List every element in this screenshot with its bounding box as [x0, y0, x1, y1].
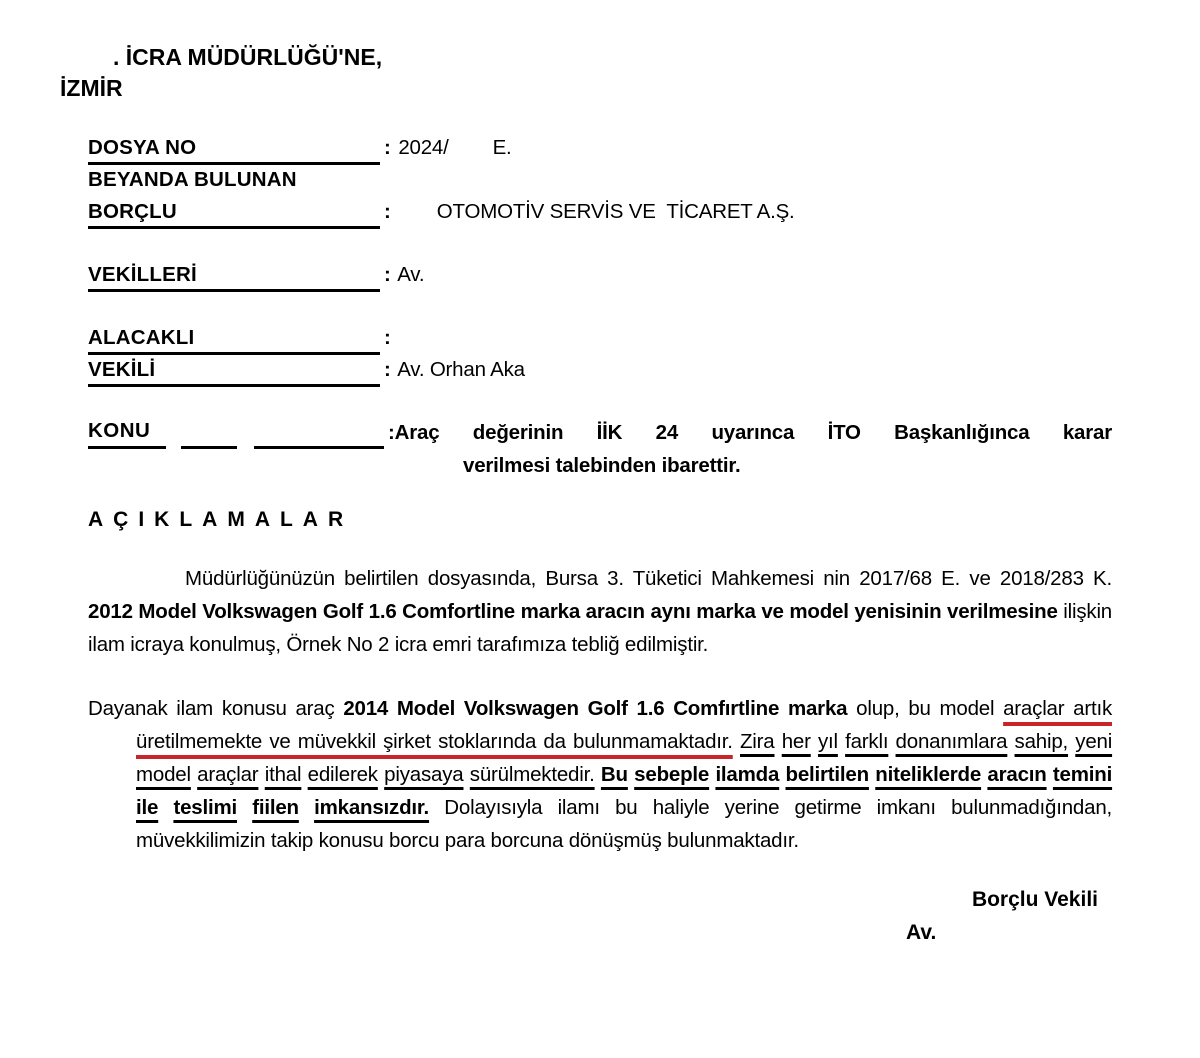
signature-block: [906, 883, 1098, 949]
konu-value: [388, 416, 1112, 482]
text-segment: 2012 Model Volkswagen Golf 1.6 Comfortline marka aracın aynı marka ve model yenisinin verilmesine: [88, 600, 1058, 623]
underlined-word: ithal: [264, 763, 302, 786]
field-value: OTOMOTİV SERVİS VE TİCARET A.Ş.: [392, 200, 795, 223]
field-colon: :: [384, 200, 391, 223]
case-fields: [88, 133, 1112, 387]
underlined-word: model: [136, 763, 191, 786]
field-value: 2024/ E.: [392, 136, 512, 159]
court-office-title: . İCRA MÜDÜRLÜĞÜ'NE,: [113, 44, 383, 70]
field-row-dosya-no: [88, 133, 1112, 165]
konu-value-line1: :Araç değerinin İİK 24 uyarınca İTO Başkanlığınca karar: [388, 421, 1112, 444]
underlined-word: ile: [136, 796, 159, 819]
underlined-word: niteliklerde: [875, 763, 982, 786]
text-segment: 2014 Model Volkswagen Golf 1.6 Comfırtline marka: [343, 697, 848, 720]
field-row-vekili: [88, 355, 1112, 387]
konu-value-line2: verilmesi talebinden ibarettir.: [463, 454, 741, 477]
city-line: İZMİR: [60, 75, 123, 101]
signature-attorney: Av.: [906, 921, 937, 944]
text-segment: [733, 730, 740, 753]
text-segment: olup, bu model: [847, 697, 1004, 720]
underlined-word: donanımlara: [895, 730, 1008, 753]
field-spacer: [88, 292, 1112, 323]
field-label: DOSYA NO: [88, 136, 380, 165]
underlined-word: belirtilen: [785, 763, 869, 786]
underlined-word: yıl: [817, 730, 838, 753]
field-value: Av.: [392, 263, 425, 286]
field-row-alacakli: [88, 323, 1112, 355]
underlined-word: her: [781, 730, 811, 753]
field-value: Av. Orhan Aka: [392, 358, 525, 381]
underlined-word: araçlar: [197, 763, 259, 786]
underlined-word: imkansızdır.: [314, 796, 430, 819]
field-row-konu: [88, 419, 1112, 482]
field-colon: :: [384, 326, 391, 349]
konu-underline-segment: [181, 439, 237, 449]
underlined-word: fiilen: [252, 796, 299, 819]
field-spacer: [88, 229, 1112, 260]
text-segment: Dayanak ilam konusu araç: [88, 697, 344, 720]
underlined-word: teslimi: [173, 796, 237, 819]
underlined-word: piyasaya: [384, 763, 464, 786]
konu-underline-segment: [254, 439, 384, 449]
document-header: [60, 42, 1112, 104]
field-label: ALACAKLI: [88, 326, 380, 355]
underlined-word: sürülmektedir.: [469, 763, 595, 786]
text-segment: Müdürlüğünüzün belirtilen dosyasında, Bursa 3. Tüketici Mahkemesi nin 2017/68 E. ve 2018/283 K.: [185, 567, 1112, 590]
field-label: VEKİLİ: [88, 358, 380, 387]
underlined-word: temini: [1052, 763, 1113, 786]
field-colon: [380, 192, 386, 197]
text-segment: ilişkin ilam icraya konulmuş, Örnek No 2 icra emri tarafımıza tebliğ edilmiştir.: [88, 600, 1112, 656]
field-row-borclu: [88, 197, 1112, 229]
underlined-word: Bu: [600, 763, 628, 786]
signature-role: Borçlu Vekili: [971, 888, 1098, 911]
underlined-word: aracın: [987, 763, 1047, 786]
underlined-word: ilamda: [715, 763, 780, 786]
heading-aciklamalar: AÇIKLAMALAR: [88, 508, 354, 531]
underlined-word: farklı: [845, 730, 889, 753]
underlined-word: yeni: [1075, 730, 1113, 753]
paragraph-argument: [88, 692, 1112, 857]
field-colon: :: [384, 136, 391, 159]
field-colon: :: [384, 263, 391, 286]
text-segment: araçlar artık üretilmemekte ve müvekkil şirket stoklarında da bulunmamaktadır.: [136, 697, 1112, 753]
underlined-word: Zira: [739, 730, 775, 753]
underlined-word: edilerek: [307, 763, 378, 786]
field-label: BORÇLU: [88, 200, 380, 229]
underlined-word: sebeple: [634, 763, 710, 786]
field-row-vekilleri: [88, 260, 1112, 292]
underlined-word: sahip,: [1014, 730, 1069, 753]
field-colon: :: [384, 358, 391, 381]
konu-label-group: [88, 419, 388, 449]
field-row-beyanda-bulunan: [88, 165, 1112, 197]
field-label: VEKİLLERİ: [88, 263, 380, 292]
field-label: BEYANDA BULUNAN: [88, 168, 297, 191]
text-segment: Dolayısıyla ilamı bu haliyle yerine getirme imkanı bulunmadığından, müvekkilimizin takip konusu borcu para borcuna dönüşmüş bulunmaktadır.: [136, 796, 1113, 852]
paragraph-facts: [88, 562, 1112, 661]
field-label: KONU: [88, 419, 166, 449]
